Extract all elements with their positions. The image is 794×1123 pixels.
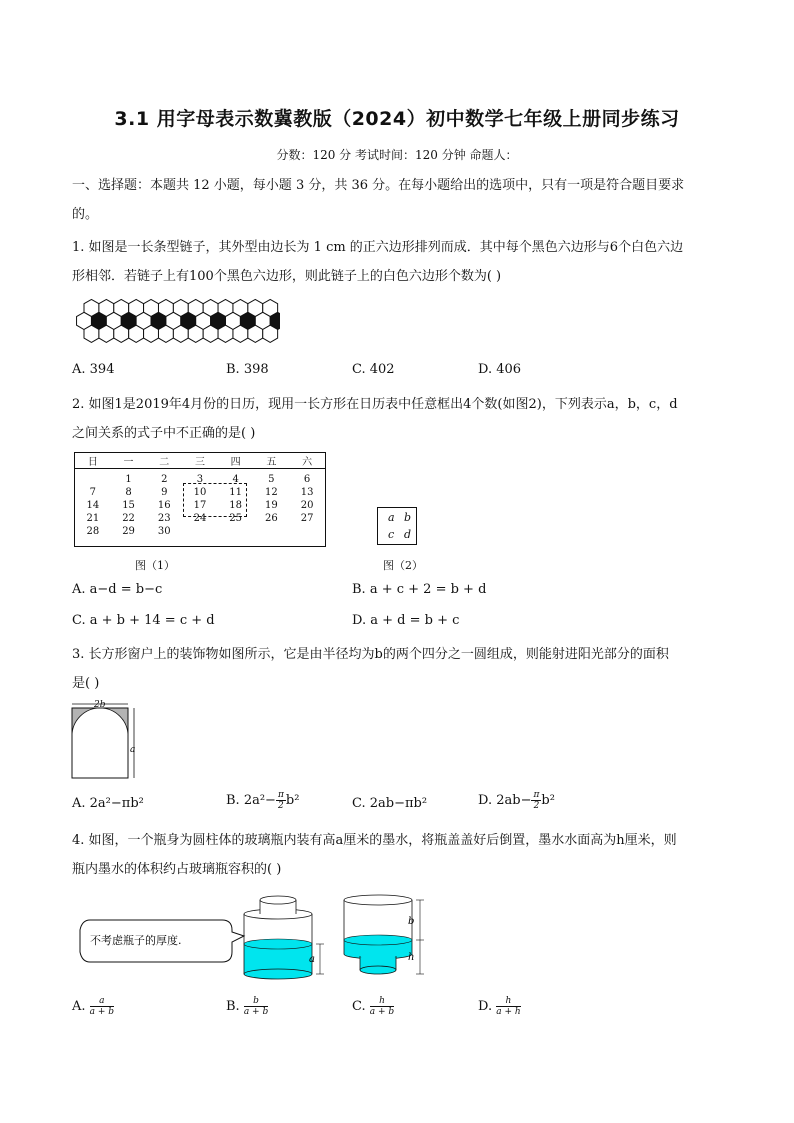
frac-denominator: a + b [369,1007,395,1017]
date-cell: 30 [157,526,171,537]
q3-b-prefix: B. 2a²− [226,793,276,808]
q4-c-fraction [370,996,394,1017]
weekday-cell: 五 [266,457,277,468]
white-hexagon [84,325,99,342]
white-hexagon [129,325,144,342]
option-prefix: C. [352,999,366,1014]
date-cell: 25 [229,513,243,524]
window-figure [68,698,152,782]
q1-option-c[interactable]: C. 402 [352,362,395,377]
white-hexagon [99,325,114,342]
bottle-inverted [344,895,424,974]
q4-b-fraction [244,996,268,1017]
date-cell [75,473,111,486]
exam-info: 分数：120 分 考试时间：120 分钟 命题人： [276,148,518,162]
frac-denominator: 2 [278,801,284,811]
q2-option-a[interactable]: A. a−d = b−c [72,582,163,597]
white-hexagon [188,325,203,342]
q2-line-2: 之间关系的式子中不正确的是( ) [72,426,256,441]
white-hexagon [203,325,218,342]
q3-b-fraction [276,790,286,811]
date-cell [218,525,254,538]
q2-option-d[interactable]: D. a + d = b + c [352,613,460,628]
calendar-figure-2 [377,507,417,545]
q3-d-fraction [531,790,541,811]
bottle-figure [72,890,452,980]
white-hexagon [144,325,159,342]
q2-line-1: 2. 如图1是2019年4月份的日历，现用一长方形在日历表中任意框出4个数(如图2)，下列表示a，b，c，d [72,397,678,412]
white-hexagon [158,325,173,342]
option-prefix: A. [72,999,86,1014]
date-cell [254,525,290,538]
white-hexagon [218,325,233,342]
weekday-cell: 四 [230,457,241,468]
frac-denominator: a + b [243,1007,269,1017]
white-hexagon [173,325,188,342]
date-cell: 20 [300,500,314,511]
page-title: 3.1 用字母表示数冀教版（2024）初中数学七年级上册同步练习 [114,108,680,130]
frac-numerator: h [496,996,520,1007]
q4-option-a[interactable] [72,996,114,1017]
section-line-2: 的。 [72,207,99,222]
frac-denominator: 2 [533,801,540,811]
question-2-text [72,390,724,448]
q3-option-c[interactable]: C. 2ab−πb² [352,796,428,811]
label-a: a [309,954,315,965]
date-cell: 14 [86,500,100,511]
q2-option-b[interactable]: B. a + c + 2 = b + d [352,582,487,597]
window-label-2b: 2b [94,700,106,710]
frac-numerator: π [277,790,284,800]
q4-option-d[interactable] [478,996,521,1017]
q2-option-c[interactable]: C. a + b + 14 = c + d [72,613,215,628]
bottle-upright [244,896,324,979]
q4-option-c[interactable] [352,996,394,1017]
date-cell: 22 [122,513,135,524]
calendar-figure-1 [74,452,326,547]
date-cell: 28 [86,526,100,537]
q3-option-b[interactable] [226,790,299,811]
date-cell [182,525,218,538]
date-cell: 9 [161,487,168,498]
question-4-text [72,826,724,884]
white-hexagon [114,325,129,342]
date-cell: 17 [193,500,207,511]
date-cell: 3 [196,474,204,485]
bubble-text: 不考虑瓶子的厚度. [90,934,182,947]
date-cell: 19 [265,500,278,511]
weekday-cell: 三 [194,457,205,468]
q4-option-b[interactable] [226,996,268,1017]
q3-d-suffix: b² [541,793,555,808]
q1-option-a[interactable]: A. 394 [72,362,115,377]
fig2-cell-c: c [388,528,395,541]
label-b: b [408,916,415,927]
date-cell: 18 [229,500,243,511]
date-cell: 4 [232,474,239,485]
frac-denominator: a + h [496,1007,521,1017]
q3-d-prefix: D. 2ab− [478,793,532,808]
section-line-1: 一、选择题：本题共 12 小题，每小题 3 分，共 36 分。在每小题给出的选项中，只有一项是符合题目要求 [72,178,685,193]
date-cell: 8 [125,487,132,498]
q1-line-1: 1. 如图是一长条型链子，其外型由边长为 1 cm 的正六边形排列而成．其中每个黑色六边形与6个白色六边 [72,240,684,255]
date-cell: 15 [122,500,135,511]
q3-line-1: 3. 长方形窗户上的装饰物如图所示，它是由半径均为b的两个四分之一圆组成，则能射进阳光部分的面积 [72,647,669,662]
hexagon-chain-figure [72,298,280,352]
date-cell: 29 [122,526,135,537]
calendar-header-row [75,453,325,469]
date-cell: 7 [89,487,97,498]
date-cell: 5 [268,474,275,485]
frac-numerator: π [533,790,540,800]
q3-option-a[interactable]: A. 2a²−πb² [72,796,144,811]
date-cell: 2 [161,474,168,485]
q3-b-suffix: b² [285,793,300,808]
date-cell: 16 [157,500,171,511]
date-cell: 6 [303,474,311,485]
fig1-caption: 图（1） [135,559,175,572]
date-cell: 27 [300,513,314,524]
window-label-a: a [130,745,136,755]
white-hexagon [263,325,278,342]
option-prefix: B. [226,999,240,1014]
weekday-cell: 二 [159,457,170,468]
fig2-cell-a: a [388,511,395,524]
date-cell: 24 [193,513,207,524]
frac-denominator: a + b [89,1007,115,1017]
white-hexagon [233,325,248,342]
q4-line-2: 瓶内墨水的体积约占玻璃瓶容积的( ) [72,862,282,877]
q1-option-b[interactable]: B. 398 [226,362,269,377]
question-1-text [72,233,724,291]
q4-line-1: 4. 如图，一个瓶身为圆柱体的玻璃瓶内装有高a厘米的墨水，将瓶盖盖好后倒置，墨水水面高为h厘米，则 [72,833,677,848]
question-3-text [72,640,724,698]
weekday-cell: 日 [87,457,98,468]
dashed-selection-box [183,483,247,517]
weekday-cell: 六 [302,457,313,468]
option-prefix: D. [478,999,493,1014]
section-header [72,171,724,229]
weekday-cell: 一 [123,457,134,468]
date-cell: 13 [300,487,314,498]
frac-numerator: a [90,996,114,1007]
fig2-caption: 图（2） [383,559,423,572]
fig2-cell-d: d [404,528,412,541]
frac-numerator: h [370,996,394,1007]
date-cell: 23 [157,513,171,524]
q3-line-2: 是( ) [72,676,100,691]
date-cell: 12 [265,487,278,498]
q1-line-2: 形相邻．若链子上有100个黑色六边形，则此链子上的白色六边形个数为( ) [72,269,502,284]
date-cell: 10 [193,487,207,498]
q4-d-fraction [496,996,520,1017]
date-cell: 26 [265,513,278,524]
q1-option-d[interactable]: D. 406 [478,362,522,377]
calendar-row [75,525,325,538]
date-cell: 11 [229,487,243,498]
label-h: h [408,952,415,963]
q4-a-fraction [90,996,114,1017]
date-cell: 1 [125,474,132,485]
white-hexagon [248,325,263,342]
fig2-cell-b: b [404,511,412,524]
frac-numerator: b [244,996,268,1007]
date-cell: 21 [86,513,100,524]
date-cell [289,525,325,538]
q3-option-d[interactable] [478,790,555,811]
